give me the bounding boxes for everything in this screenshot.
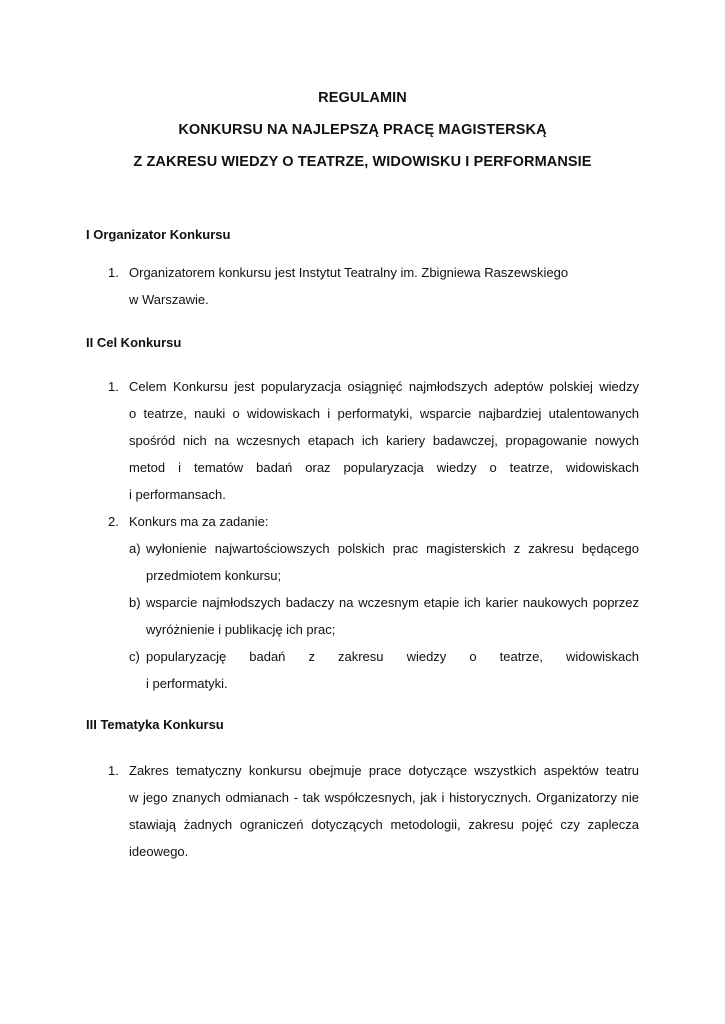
paragraph-line: stawiają żadnych ograniczeń dotyczących metodologii, zakresu pojęć czy zaplecza: [129, 817, 639, 832]
paragraph-line: i performansach.: [129, 487, 226, 502]
doc-subtitle-2: Z ZAKRESU WIEDZY O TEATRZE, WIDOWISKU I PERFORMANSIE: [133, 154, 592, 170]
sub-list-line: popularyzację badań z zakresu wiedzy o teatrze, widowiskach: [146, 649, 639, 664]
sub-list-line: wsparcie najmłodszych badaczy na wczesnym etapie ich karier naukowych poprzez: [146, 595, 639, 610]
sub-list-label: b): [129, 595, 141, 610]
doc-subtitle-1: KONKURSU NA NAJLEPSZĄ PRACĘ MAGISTERSKĄ: [178, 122, 547, 138]
list-number: 1.: [108, 763, 119, 778]
list-number: 1.: [108, 265, 119, 280]
paragraph-line: spośród nich na wczesnych etapach ich kariery badawczej, propagowanie nowych: [129, 433, 639, 448]
paragraph-line: metod i tematów badań oraz popularyzacja wiedzy o teatrze, widowiskach: [129, 460, 639, 475]
section-heading-organizer: I Organizator Konkursu: [86, 227, 231, 242]
paragraph-line: o teatrze, nauki o widowiskach i performatyki, wsparcie najbardziej utalentowanych: [129, 406, 639, 421]
sub-list-line: wyłonienie najwartościowszych polskich prac magisterskich z zakresu będącego: [146, 541, 639, 556]
doc-title: REGULAMIN: [318, 90, 407, 106]
sub-list-label: a): [129, 541, 141, 556]
sub-list-label: c): [129, 649, 140, 664]
section-heading-goal: II Cel Konkursu: [86, 335, 182, 350]
paragraph-line: Zakres tematyczny konkursu obejmuje prace dotyczące wszystkich aspektów teatru: [129, 763, 639, 778]
sub-list-line: wyróżnienie i publikację ich prac;: [146, 622, 336, 637]
paragraph-line: w Warszawie.: [129, 292, 209, 307]
sub-list-line: i performatyki.: [146, 676, 228, 691]
list-number: 1.: [108, 379, 119, 394]
paragraph-line: Konkurs ma za zadanie:: [129, 514, 269, 529]
paragraph-line: w jego znanych odmianach - tak współczesnych, jak i historycznych. Organizatorzy nie: [129, 790, 639, 805]
section-heading-topics: III Tematyka Konkursu: [86, 717, 224, 732]
paragraph-line: Celem Konkursu jest popularyzacja osiągnięć najmłodszych adeptów polskiej wiedzy: [129, 379, 639, 394]
list-number: 2.: [108, 514, 119, 529]
paragraph-line: ideowego.: [129, 844, 189, 859]
sub-list-line: przedmiotem konkursu;: [146, 568, 282, 583]
paragraph-line: Organizatorem konkursu jest Instytut Teatralny im. Zbigniewa Raszewskiego: [129, 265, 569, 280]
